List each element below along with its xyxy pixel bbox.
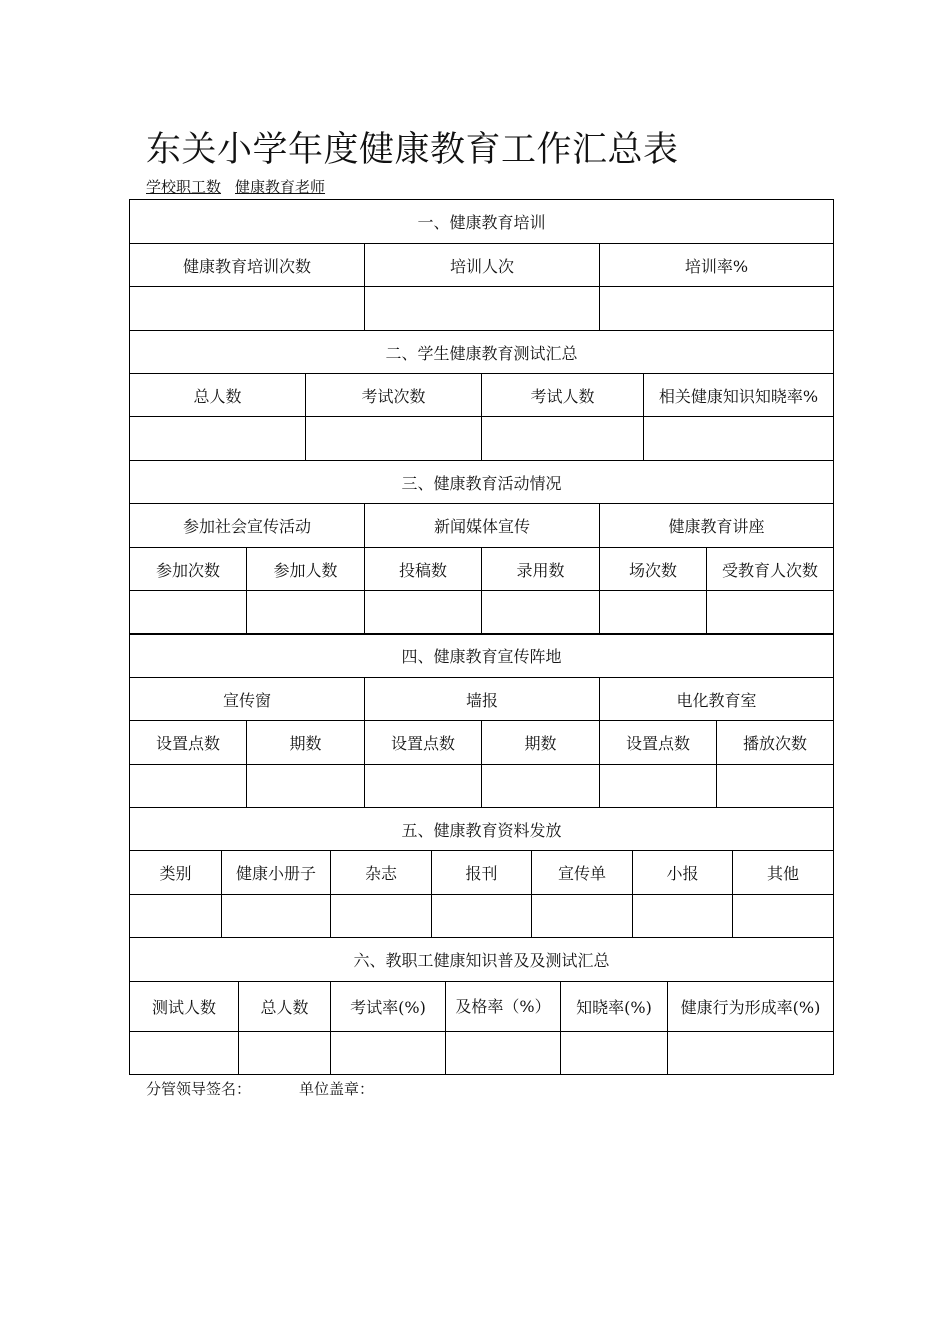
column-header: 参加次数 [130, 548, 247, 591]
section-materials-table [129, 807, 834, 938]
input-cell[interactable] [717, 765, 834, 808]
column-header: 小报 [633, 851, 733, 895]
column-header: 相关健康知识知晓率% [644, 374, 834, 417]
unit-seal-label: 单位盖章： [299, 1080, 375, 1098]
column-header: 总人数 [130, 374, 306, 417]
input-cell[interactable] [247, 765, 365, 808]
input-cell[interactable] [532, 895, 633, 938]
group-header: 健康教育讲座 [600, 504, 834, 548]
column-header: 杂志 [331, 851, 432, 895]
group-header: 参加社会宣传活动 [130, 504, 365, 548]
column-header: 受教育人次数 [707, 548, 834, 591]
input-cell[interactable] [365, 287, 600, 331]
column-header: 考试人数 [482, 374, 644, 417]
section-publicity-table [129, 633, 834, 808]
section-student-test-table [129, 330, 834, 461]
column-header: 播放次数 [717, 721, 834, 765]
column-header: 总人数 [239, 982, 331, 1032]
column-header: 培训人次 [365, 244, 600, 287]
section-heading: 二、学生健康教育测试汇总 [130, 331, 834, 374]
input-cell[interactable] [600, 765, 717, 808]
column-header: 考试率(%) [331, 982, 446, 1032]
input-cell[interactable] [633, 895, 733, 938]
column-header: 培训率% [600, 244, 834, 287]
leader-signature-label: 分管领导签名： [146, 1080, 252, 1098]
column-header: 报刊 [432, 851, 532, 895]
group-header: 电化教育室 [600, 678, 834, 721]
input-cell[interactable] [130, 591, 247, 635]
column-header: 期数 [482, 721, 600, 765]
section-heading: 六、教职工健康知识普及及测试汇总 [130, 938, 834, 982]
input-cell[interactable] [482, 765, 600, 808]
column-header: 知晓率(%) [561, 982, 668, 1032]
section-activities-table [129, 460, 834, 635]
column-header: 健康行为形成率(%) [668, 982, 834, 1032]
column-header: 设置点数 [130, 721, 247, 765]
group-header: 墙报 [365, 678, 600, 721]
column-header: 设置点数 [600, 721, 717, 765]
column-header: 考试次数 [306, 374, 482, 417]
input-cell[interactable] [331, 1032, 446, 1075]
input-cell[interactable] [130, 895, 222, 938]
school-info-line [146, 177, 325, 197]
input-cell[interactable] [130, 417, 306, 461]
column-header: 及格率（%） [446, 982, 561, 1032]
input-cell[interactable] [482, 417, 644, 461]
section-training-table [129, 199, 834, 331]
column-header: 投稿数 [365, 548, 482, 591]
group-header: 新闻媒体宣传 [365, 504, 600, 548]
staff-count-label: 学校职工数 [146, 178, 222, 196]
column-header: 场次数 [600, 548, 707, 591]
section-heading: 三、健康教育活动情况 [130, 461, 834, 504]
input-cell[interactable] [130, 287, 365, 331]
column-header: 参加人数 [247, 548, 365, 591]
input-cell[interactable] [600, 287, 834, 331]
section-staff-test-table [129, 937, 834, 1075]
input-cell[interactable] [247, 591, 365, 635]
health-teacher-label: 健康教育老师 [235, 178, 326, 196]
column-header: 宣传单 [532, 851, 633, 895]
page-title: 东关小学年度健康教育工作汇总表 [146, 130, 679, 170]
input-cell[interactable] [668, 1032, 834, 1075]
input-cell[interactable] [600, 591, 707, 635]
input-cell[interactable] [365, 765, 482, 808]
input-cell[interactable] [306, 417, 482, 461]
column-header: 测试人数 [130, 982, 239, 1032]
section-heading: 五、健康教育资料发放 [130, 808, 834, 851]
section-heading: 四、健康教育宣传阵地 [130, 634, 834, 678]
section-heading: 一、健康教育培训 [130, 200, 834, 244]
input-cell[interactable] [130, 1032, 239, 1075]
group-header: 宣传窗 [130, 678, 365, 721]
input-cell[interactable] [733, 895, 834, 938]
input-cell[interactable] [707, 591, 834, 635]
input-cell[interactable] [222, 895, 331, 938]
column-header: 期数 [247, 721, 365, 765]
input-cell[interactable] [130, 765, 247, 808]
column-header: 其他 [733, 851, 834, 895]
column-header: 类别 [130, 851, 222, 895]
input-cell[interactable] [644, 417, 834, 461]
column-header: 设置点数 [365, 721, 482, 765]
input-cell[interactable] [561, 1032, 668, 1075]
input-cell[interactable] [331, 895, 432, 938]
input-cell[interactable] [446, 1032, 561, 1075]
input-cell[interactable] [482, 591, 600, 635]
column-header: 健康教育培训次数 [130, 244, 365, 287]
input-cell[interactable] [239, 1032, 331, 1075]
column-header: 健康小册子 [222, 851, 331, 895]
input-cell[interactable] [432, 895, 532, 938]
signature-line [146, 1079, 374, 1099]
column-header: 录用数 [482, 548, 600, 591]
input-cell[interactable] [365, 591, 482, 635]
